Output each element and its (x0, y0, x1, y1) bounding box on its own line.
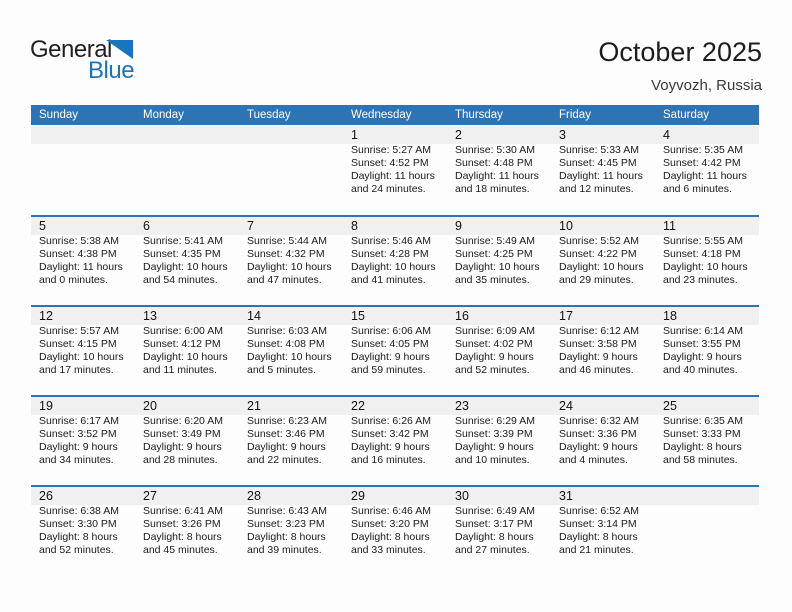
sunrise-text: Sunrise: 6:26 AM (351, 415, 431, 427)
date-number: 25 (655, 397, 759, 415)
sunrise-text: Sunrise: 5:57 AM (39, 325, 119, 337)
sunset-text: Sunset: 4:32 PM (247, 248, 325, 260)
day-cell (447, 397, 551, 485)
daylight-text: Daylight: 9 hours and 52 minutes. (455, 351, 534, 376)
date-number: 29 (343, 487, 447, 505)
date-number: 3 (551, 126, 655, 144)
sunrise-text: Sunrise: 6:03 AM (247, 325, 327, 337)
day-cell (343, 126, 447, 215)
date-number: 22 (343, 397, 447, 415)
sunset-text: Sunset: 3:36 PM (559, 428, 637, 440)
day-cell (239, 487, 343, 575)
day-cell (31, 397, 135, 485)
general-blue-logo (30, 36, 150, 86)
sunset-text: Sunset: 3:30 PM (39, 518, 117, 530)
calendar (31, 105, 759, 575)
date-number: 7 (239, 217, 343, 235)
sunset-text: Sunset: 3:20 PM (351, 518, 429, 530)
weekday-header-saturday: Saturday (663, 109, 710, 121)
date-number: 15 (343, 307, 447, 325)
day-cell (551, 307, 655, 395)
daylight-text: Daylight: 9 hours and 59 minutes. (351, 351, 430, 376)
day-cell (135, 307, 239, 395)
day-cell (551, 126, 655, 215)
daylight-text: Daylight: 8 hours and 45 minutes. (143, 531, 222, 556)
date-number: 6 (135, 217, 239, 235)
date-number: 13 (135, 307, 239, 325)
daylight-text: Daylight: 10 hours and 41 minutes. (351, 261, 436, 286)
daylight-text: Daylight: 9 hours and 28 minutes. (143, 441, 222, 466)
weekday-header-sunday: Sunday (39, 109, 79, 121)
daylight-text: Daylight: 11 hours and 12 minutes. (559, 170, 643, 195)
day-cell (239, 397, 343, 485)
date-number: 31 (551, 487, 655, 505)
week-row (31, 305, 759, 395)
sunrise-text: Sunrise: 6:29 AM (455, 415, 535, 427)
sunset-text: Sunset: 3:33 PM (663, 428, 741, 440)
sunset-text: Sunset: 4:12 PM (143, 338, 221, 350)
daylight-text: Daylight: 8 hours and 21 minutes. (559, 531, 638, 556)
daylight-text: Daylight: 10 hours and 54 minutes. (143, 261, 228, 286)
page-subtitle: Voyvozh, Russia (651, 77, 762, 94)
day-cell (447, 307, 551, 395)
sunset-text: Sunset: 4:52 PM (351, 157, 429, 169)
day-cell (655, 397, 759, 485)
sunrise-text: Sunrise: 5:49 AM (455, 235, 535, 247)
sunset-text: Sunset: 3:14 PM (559, 518, 637, 530)
day-cell (343, 217, 447, 305)
sunset-text: Sunset: 3:55 PM (663, 338, 741, 350)
sunrise-text: Sunrise: 5:38 AM (39, 235, 119, 247)
weekday-header-row (31, 105, 759, 125)
daylight-text: Daylight: 8 hours and 39 minutes. (247, 531, 326, 556)
sunrise-text: Sunrise: 6:09 AM (455, 325, 535, 337)
daylight-text: Daylight: 10 hours and 29 minutes. (559, 261, 644, 286)
sunrise-text: Sunrise: 5:55 AM (663, 235, 743, 247)
daylight-text: Daylight: 10 hours and 5 minutes. (247, 351, 332, 376)
sunrise-text: Sunrise: 6:00 AM (143, 325, 223, 337)
sunrise-text: Sunrise: 6:20 AM (143, 415, 223, 427)
daylight-text: Daylight: 10 hours and 35 minutes. (455, 261, 540, 286)
date-number: 28 (239, 487, 343, 505)
week-row (31, 215, 759, 305)
page-title: October 2025 (598, 37, 762, 67)
date-number: 18 (655, 307, 759, 325)
sunrise-text: Sunrise: 5:30 AM (455, 144, 535, 156)
day-cell-empty (135, 126, 239, 215)
sunset-text: Sunset: 4:42 PM (663, 157, 741, 169)
sunrise-text: Sunrise: 6:46 AM (351, 505, 431, 517)
sunrise-text: Sunrise: 6:32 AM (559, 415, 639, 427)
day-cell (447, 217, 551, 305)
weekday-header-tuesday: Tuesday (247, 109, 291, 121)
sunset-text: Sunset: 4:48 PM (455, 157, 533, 169)
day-cell (655, 307, 759, 395)
date-number: 10 (551, 217, 655, 235)
date-number: 9 (447, 217, 551, 235)
date-number: 16 (447, 307, 551, 325)
sunrise-text: Sunrise: 6:52 AM (559, 505, 639, 517)
sunset-text: Sunset: 3:26 PM (143, 518, 221, 530)
sunrise-text: Sunrise: 5:33 AM (559, 144, 639, 156)
date-number: 17 (551, 307, 655, 325)
day-cell (655, 217, 759, 305)
date-number (31, 126, 135, 144)
date-number: 11 (655, 217, 759, 235)
daylight-text: Daylight: 10 hours and 23 minutes. (663, 261, 748, 286)
day-cell (551, 217, 655, 305)
week-row (31, 395, 759, 485)
day-cell-empty (239, 126, 343, 215)
day-cell (135, 487, 239, 575)
daylight-text: Daylight: 11 hours and 6 minutes. (663, 170, 747, 195)
date-number: 23 (447, 397, 551, 415)
date-number: 30 (447, 487, 551, 505)
sunrise-text: Sunrise: 6:35 AM (663, 415, 743, 427)
day-cell (31, 307, 135, 395)
date-number (239, 126, 343, 144)
date-number: 12 (31, 307, 135, 325)
sunset-text: Sunset: 3:23 PM (247, 518, 325, 530)
date-number: 5 (31, 217, 135, 235)
sunset-text: Sunset: 4:18 PM (663, 248, 741, 260)
sunrise-text: Sunrise: 5:35 AM (663, 144, 743, 156)
day-cell (447, 487, 551, 575)
daylight-text: Daylight: 9 hours and 16 minutes. (351, 441, 430, 466)
sunrise-text: Sunrise: 6:06 AM (351, 325, 431, 337)
daylight-text: Daylight: 8 hours and 27 minutes. (455, 531, 534, 556)
sunrise-text: Sunrise: 6:43 AM (247, 505, 327, 517)
daylight-text: Daylight: 8 hours and 33 minutes. (351, 531, 430, 556)
sunset-text: Sunset: 4:28 PM (351, 248, 429, 260)
sunset-text: Sunset: 4:25 PM (455, 248, 533, 260)
sunrise-text: Sunrise: 6:49 AM (455, 505, 535, 517)
sunset-text: Sunset: 4:38 PM (39, 248, 117, 260)
date-number: 19 (31, 397, 135, 415)
daylight-text: Daylight: 11 hours and 24 minutes. (351, 170, 435, 195)
daylight-text: Daylight: 10 hours and 11 minutes. (143, 351, 228, 376)
sunrise-text: Sunrise: 6:14 AM (663, 325, 743, 337)
sunset-text: Sunset: 3:52 PM (39, 428, 117, 440)
daylight-text: Daylight: 9 hours and 46 minutes. (559, 351, 638, 376)
logo-text-general: General (30, 36, 112, 63)
sunset-text: Sunset: 4:08 PM (247, 338, 325, 350)
logo-text-blue: Blue (88, 57, 135, 84)
date-number: 21 (239, 397, 343, 415)
daylight-text: Daylight: 11 hours and 18 minutes. (455, 170, 539, 195)
date-number: 8 (343, 217, 447, 235)
sunset-text: Sunset: 4:05 PM (351, 338, 429, 350)
date-number: 1 (343, 126, 447, 144)
sunset-text: Sunset: 3:17 PM (455, 518, 533, 530)
day-cell (239, 217, 343, 305)
weekday-header-thursday: Thursday (455, 109, 503, 121)
sunset-text: Sunset: 4:22 PM (559, 248, 637, 260)
day-cell (135, 217, 239, 305)
sunrise-text: Sunrise: 6:38 AM (39, 505, 119, 517)
weekday-header-monday: Monday (143, 109, 184, 121)
date-number (655, 487, 759, 505)
sunrise-text: Sunrise: 5:46 AM (351, 235, 431, 247)
day-cell (447, 126, 551, 215)
calendar-body (31, 126, 759, 575)
date-number: 4 (655, 126, 759, 144)
sunset-text: Sunset: 4:02 PM (455, 338, 533, 350)
daylight-text: Daylight: 10 hours and 47 minutes. (247, 261, 332, 286)
date-number: 24 (551, 397, 655, 415)
sunset-text: Sunset: 3:58 PM (559, 338, 637, 350)
day-cell (551, 487, 655, 575)
day-cell-empty (31, 126, 135, 215)
sunrise-text: Sunrise: 5:41 AM (143, 235, 223, 247)
daylight-text: Daylight: 9 hours and 34 minutes. (39, 441, 118, 466)
sunset-text: Sunset: 3:39 PM (455, 428, 533, 440)
sunrise-text: Sunrise: 6:41 AM (143, 505, 223, 517)
day-cell (343, 397, 447, 485)
day-cell (31, 487, 135, 575)
title-block (598, 37, 762, 94)
day-cell (551, 397, 655, 485)
date-number: 2 (447, 126, 551, 144)
sunrise-text: Sunrise: 5:52 AM (559, 235, 639, 247)
sunset-text: Sunset: 3:46 PM (247, 428, 325, 440)
day-cell (31, 217, 135, 305)
day-cell (343, 307, 447, 395)
date-number: 20 (135, 397, 239, 415)
weekday-header-friday: Friday (559, 109, 591, 121)
sunrise-text: Sunrise: 6:17 AM (39, 415, 119, 427)
sunset-text: Sunset: 4:15 PM (39, 338, 117, 350)
daylight-text: Daylight: 11 hours and 0 minutes. (39, 261, 123, 286)
daylight-text: Daylight: 9 hours and 4 minutes. (559, 441, 638, 466)
day-cell (239, 307, 343, 395)
daylight-text: Daylight: 8 hours and 58 minutes. (663, 441, 742, 466)
day-cell (655, 126, 759, 215)
week-row (31, 126, 759, 215)
sunset-text: Sunset: 4:45 PM (559, 157, 637, 169)
date-number: 14 (239, 307, 343, 325)
sunrise-text: Sunrise: 5:44 AM (247, 235, 327, 247)
date-number: 27 (135, 487, 239, 505)
day-cell-empty (655, 487, 759, 575)
date-number (135, 126, 239, 144)
sunset-text: Sunset: 3:42 PM (351, 428, 429, 440)
sunrise-text: Sunrise: 5:27 AM (351, 144, 431, 156)
week-row (31, 485, 759, 575)
sunset-text: Sunset: 4:35 PM (143, 248, 221, 260)
weekday-header-wednesday: Wednesday (351, 109, 412, 121)
daylight-text: Daylight: 9 hours and 40 minutes. (663, 351, 742, 376)
day-cell (343, 487, 447, 575)
date-number: 26 (31, 487, 135, 505)
sunrise-text: Sunrise: 6:12 AM (559, 325, 639, 337)
daylight-text: Daylight: 10 hours and 17 minutes. (39, 351, 124, 376)
daylight-text: Daylight: 9 hours and 22 minutes. (247, 441, 326, 466)
daylight-text: Daylight: 9 hours and 10 minutes. (455, 441, 534, 466)
sunrise-text: Sunrise: 6:23 AM (247, 415, 327, 427)
day-cell (135, 397, 239, 485)
sunset-text: Sunset: 3:49 PM (143, 428, 221, 440)
daylight-text: Daylight: 8 hours and 52 minutes. (39, 531, 118, 556)
